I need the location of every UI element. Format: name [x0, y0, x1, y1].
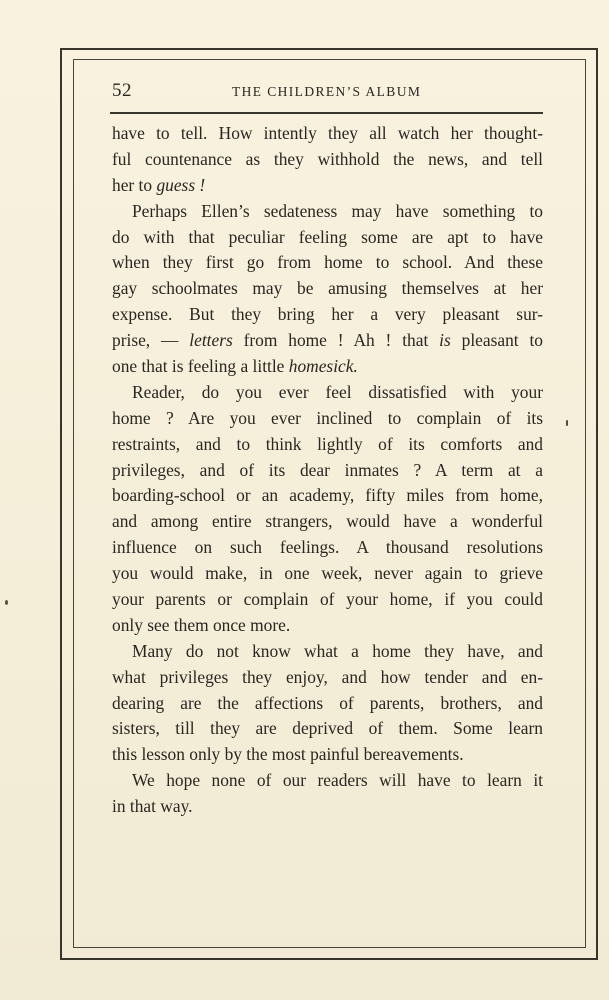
text-line	[112, 613, 543, 639]
line-text: privileges, and of its dear inmates ? A term at a	[112, 459, 543, 480]
line-text: We hope none of our readers will have to learn it	[132, 770, 543, 791]
line-text: influence on such feelings. A thousand resolutions	[112, 537, 543, 558]
line-text: ful countenance as they withhold the news, and tell	[112, 148, 543, 169]
text-line	[112, 794, 543, 820]
text-line	[112, 768, 543, 794]
text-line	[112, 302, 543, 328]
text-line	[112, 458, 543, 484]
running-header	[112, 80, 542, 108]
header-rule	[110, 112, 543, 114]
text-line	[112, 250, 543, 276]
line-text: when they first go from home to school. And these	[112, 252, 543, 273]
line-text: your parents or complain of your home, if you could	[112, 589, 543, 610]
text-line	[112, 535, 543, 561]
text-line	[112, 561, 543, 587]
line-text: gay schoolmates may be amusing themselves at her	[112, 278, 543, 299]
italic-text: is	[439, 330, 451, 351]
line-text: home ? Are you ever inclined to complain of its	[112, 407, 543, 428]
line-text: boarding-school or an academy, fifty miles from home,	[112, 485, 543, 506]
italic-text: guess !	[156, 174, 206, 195]
text-line	[112, 406, 543, 432]
line-text: Reader, do you ever feel dissatisfied with your	[132, 381, 543, 402]
text-line	[112, 483, 543, 509]
paper-speck	[566, 420, 568, 426]
text-line	[112, 509, 543, 535]
text-line	[112, 587, 543, 613]
text-line	[112, 276, 543, 302]
line-text: Perhaps Ellen’s sedateness may have something to	[132, 200, 543, 221]
line-text: and among entire strangers, would have a wonderful	[112, 511, 543, 532]
line-text: prise, —	[112, 330, 190, 351]
text-line	[112, 716, 543, 742]
text-line	[112, 432, 543, 458]
text-line	[112, 665, 543, 691]
text-line	[112, 328, 543, 354]
line-text: this lesson only by the most painful bereavements.	[112, 744, 464, 765]
text-line	[112, 173, 543, 199]
line-text: only see them once more.	[112, 614, 291, 635]
running-head-title: THE CHILDREN’S ALBUM	[232, 84, 422, 99]
page-number: 52	[112, 80, 132, 101]
italic-text: homesick.	[288, 356, 358, 377]
line-text: dearing are the affections of parents, brothers, and	[112, 692, 543, 713]
line-text: her to	[112, 174, 157, 195]
line-text: what privileges they enjoy, and how tender and en-	[112, 666, 543, 687]
line-text: from home ! Ah ! that	[232, 330, 440, 351]
text-line	[112, 121, 543, 147]
line-text: do with that peculiar feeling some are apt to have	[112, 226, 543, 247]
text-line	[112, 354, 543, 380]
text-line	[112, 639, 543, 665]
text-line	[112, 225, 543, 251]
line-text: Many do not know what a home they have, and	[132, 640, 543, 661]
line-text: pleasant to	[450, 330, 543, 351]
line-text: in that way.	[112, 796, 193, 817]
italic-text: letters	[189, 330, 233, 351]
line-text: have to tell. How intently they all watch her thought-	[112, 123, 543, 143]
text-line	[112, 380, 543, 406]
line-text: one that is feeling a little	[112, 356, 289, 377]
text-line	[112, 147, 543, 173]
text-line	[112, 691, 543, 717]
line-text: restraints, and to think lightly of its comforts and	[112, 433, 543, 454]
line-text: you would make, in one week, never again to grieve	[112, 563, 543, 584]
text-line	[112, 742, 543, 768]
paper-speck	[5, 600, 8, 605]
body-text	[112, 121, 543, 820]
text-line	[112, 199, 543, 225]
line-text: expense. But they bring her a very pleasant sur-	[112, 304, 543, 325]
line-text: sisters, till they are deprived of them. Some learn	[112, 718, 543, 739]
